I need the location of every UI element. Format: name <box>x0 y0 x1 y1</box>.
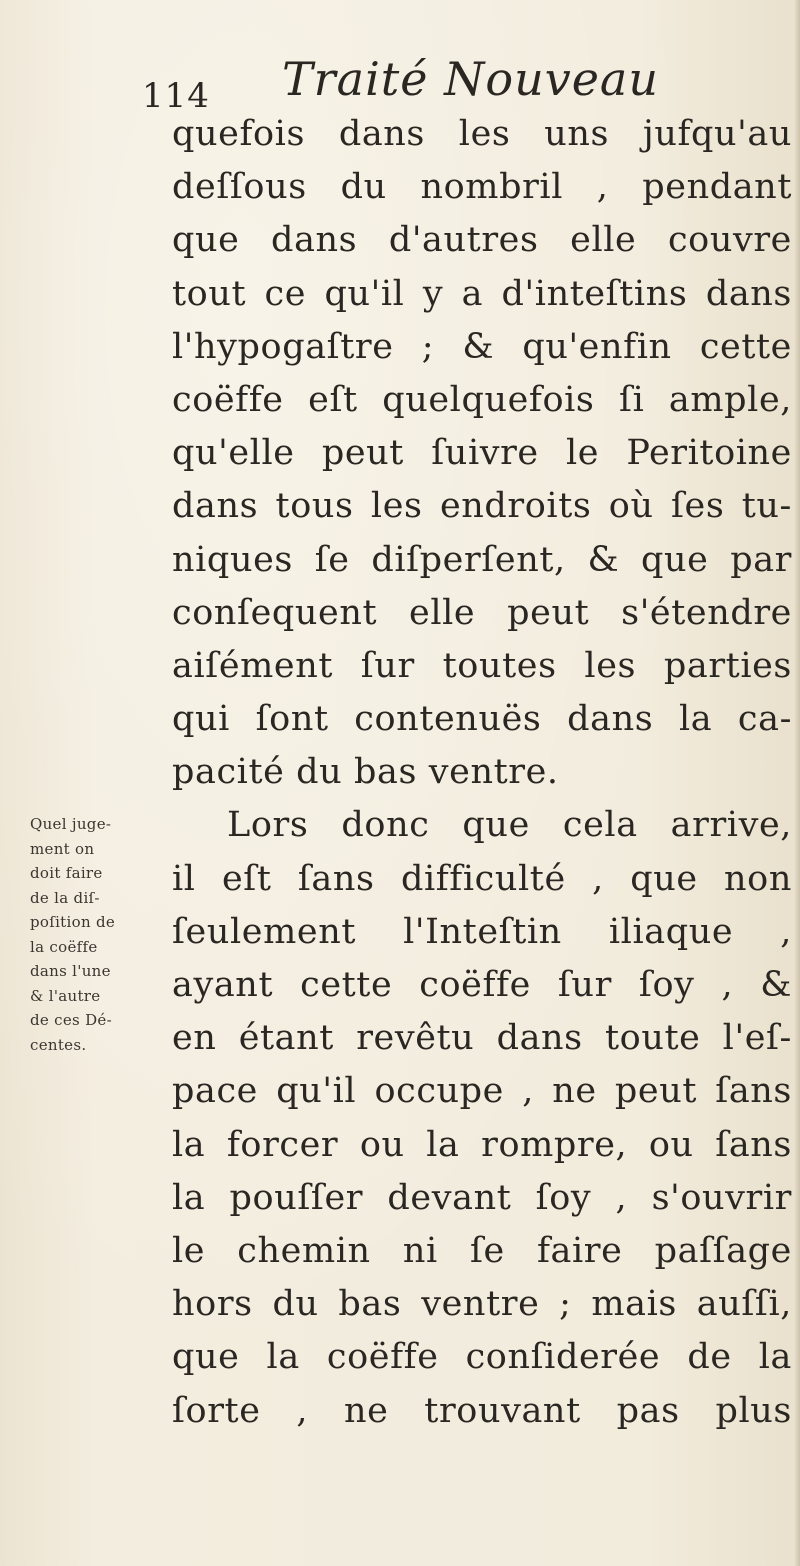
margin-note-line: de la diſ- <box>30 888 100 907</box>
body-line: qu'elle peut ſuivre le Peritoine <box>172 433 792 474</box>
body-line: ſorte , ne trouvant pas plus <box>172 1390 792 1431</box>
body-line: que la coëffe conſiderée de la <box>172 1337 792 1378</box>
margin-note-line: doit faire <box>30 864 103 882</box>
body-line: qui ſont contenuës dans la ca- <box>172 699 792 740</box>
body-line: coëffe eſt quelquefois ſi ample, <box>172 379 792 420</box>
body-line: la pouſſer devant ſoy , s'ouvrir <box>172 1177 792 1218</box>
body-line: pacité du bas ventre. <box>172 752 559 793</box>
body-line: hors du bas ventre ; mais auſſi, <box>172 1284 792 1325</box>
body-line: dans tous les endroits où ſes tu- <box>172 486 792 527</box>
body-line: niques ſe diſperſent, & que par <box>172 539 792 580</box>
body-line: pace qu'il occupe , ne peut ſans <box>172 1071 792 1112</box>
body-text <box>172 108 792 1438</box>
margin-note-line: dans l'une <box>30 962 111 980</box>
margin-note-line: de ces Dé- <box>30 1011 112 1029</box>
page-number: 114 <box>142 76 210 116</box>
margin-note-line: & l'autre <box>30 986 101 1005</box>
body-line: il eſt ſans difficulté , que non <box>172 858 792 899</box>
margin-note <box>30 812 160 1057</box>
body-line: deſſous du nombril , pendant <box>172 167 792 208</box>
running-title: Traité Nouveau <box>282 52 659 106</box>
body-line: le chemin ni ſe faire paſſage <box>172 1230 792 1271</box>
body-line: ayant cette coëffe ſur ſoy , & <box>172 965 792 1005</box>
margin-note-line: centes. <box>30 1035 87 1054</box>
body-line: ſeulement l'Inteſtin iliaque , <box>172 911 792 952</box>
body-line: tout ce qu'il y a d'inteſtins dans <box>172 273 792 314</box>
body-line: conſequent elle peut s'étendre <box>172 592 792 633</box>
body-line: en étant revêtu dans toute l'eſ- <box>172 1018 792 1059</box>
margin-note-line: poſition de <box>30 913 116 931</box>
page-edge-shadow <box>794 0 800 1566</box>
body-line: quefois dans les uns jufqu'au <box>172 114 792 154</box>
body-line: Lors donc que cela arrive, <box>227 805 792 846</box>
body-line: la forcer ou la rompre, ou ſans <box>172 1124 792 1165</box>
margin-note-line: la coëffe <box>30 937 98 956</box>
body-line: aiſément ſur toutes les parties <box>172 645 792 686</box>
margin-note-line: Quel juge- <box>30 815 112 833</box>
body-line: l'hypogaſtre ; & qu'enfin cette <box>172 326 792 367</box>
body-line: que dans d'autres elle couvre <box>172 220 792 261</box>
margin-note-line: ment on <box>30 839 95 858</box>
